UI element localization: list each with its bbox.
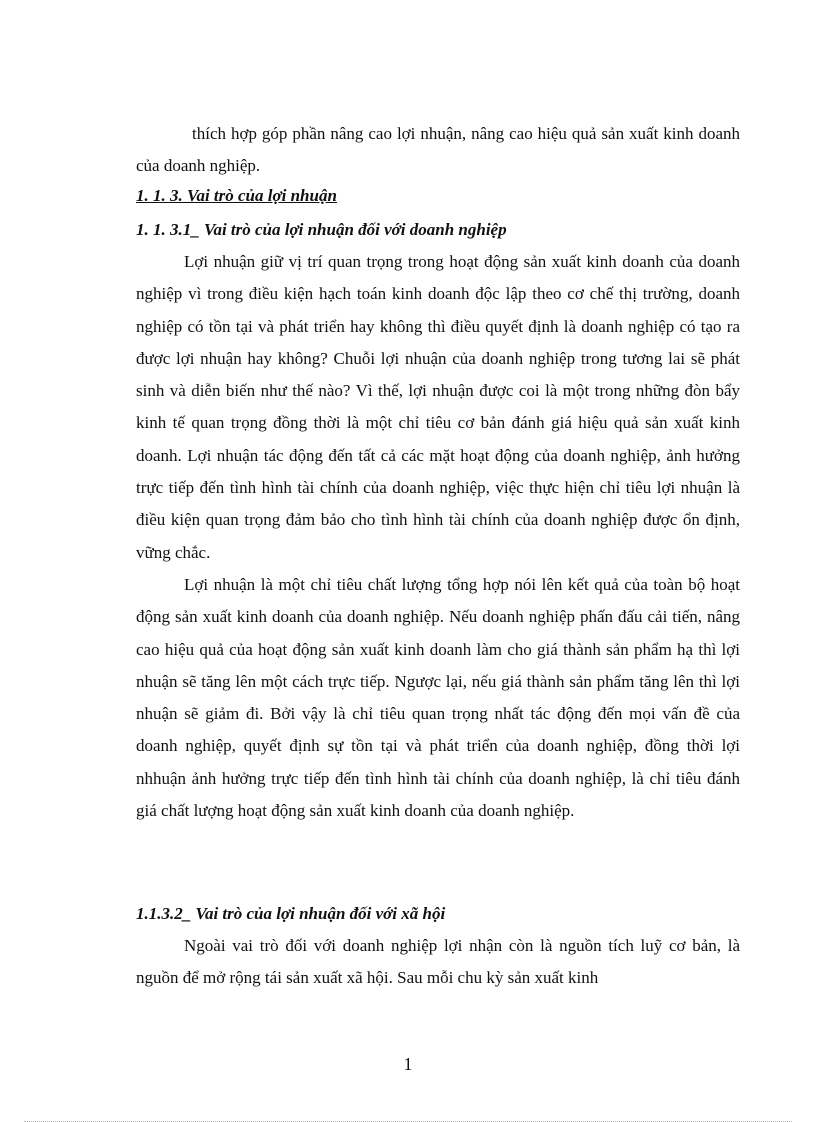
body-block-1 [136,246,740,827]
page-number: 1 [403,1054,413,1074]
paragraph-quality-indicator: Lợi nhuận là một chỉ tiêu chất lượng tổng hợp nói lên kết quả của toàn bộ hoạt động sản xuất kinh doanh của doanh nghiệp. Nếu doanh nghiệp phấn đấu cải tiến, nâng cao hiệu quả của hoạt động sản xuất kinh doanh làm cho giá thành sản phẩm hạ thì lợi nhuận sẽ tăng lên một cách trực tiếp. Ngược lại, nếu giá thành sản phẩm tăng lên thì lợi nhuận sẽ giảm đi. Bởi vậy là chỉ tiêu quan trọng nhất tác động đến mọi vấn đề của doanh nghiệp, quyết định sự tồn tại và phát triển của doanh nghiệp, đồng thời lợi nhhuận ảnh hưởng trực tiếp đến tình hình tài chính của doanh nghiệp, là chỉ tiêu đánh giá chất lượng hoạt động sản xuất kinh doanh của doanh nghiệp. [136,574,740,821]
subsection-heading-1-1-3-1 [136,216,507,244]
subsection-heading-1-1-3-2 [136,900,445,928]
paragraph-intro-block [136,118,740,183]
paragraph-role-enterprise: Lợi nhuận giữ vị trí quan trọng trong hoạt động sản xuất kinh doanh của doanh nghiệp vì trong điều kiện hạch toán kinh doanh độc lập theo cơ chế thị trường, doanh nghiệp có tồn tại và phát triển hay không thì điều quyết định là doanh nghiệp có tạo ra được lợi nhuận hay không? Chuỗi lợi nhuận của doanh nghiệp trong tương lai sẽ phát sinh và diễn biến như thế nào? Vì thế, lợi nhuận được coi là một trong những đòn bẩy kinh tế quan trọng đồng thời là một chỉ tiêu cơ bản đánh giá hiệu quả sản xuất kinh doanh. Lợi nhuận tác động đến tất cả các mặt hoạt động của doanh nghiệp, ảnh hưởng trực tiếp đến tình hình tài chính của doanh nghiệp, việc thực hiện chỉ tiêu lợi nhuận là điều kiện quan trọng đảm bảo cho tình hình tài chính của doanh nghiệp được ổn định, vững chắc. [136,252,740,562]
subsection-heading-1-1-3-2-text: 1.1.3.2_ Vai trò của lợi nhuận đối với xã hội [136,904,446,923]
paragraph-intro: thích hợp góp phần nâng cao lợi nhuận, nâng cao hiệu quả sản xuất kinh doanh của doanh nghiệp. [136,124,740,176]
paragraph-role-society: Ngoài vai trò đối với doanh nghiệp lợi nhận còn là nguồn tích luỹ cơ bản, là nguồn để mở rộng tái sản xuất xã hội. Sau mỗi chu kỳ sản xuất kinh [136,936,740,988]
page-bottom-divider [24,1121,792,1122]
section-heading-1-1-3: 1. 1. 3. Vai trò của lợi nhuận [136,186,337,205]
body-block-2 [136,930,740,995]
subsection-heading-1-1-3-1-text: 1. 1. 3.1_ Vai trò của lợi nhuận đối với doanh nghiệp [136,220,507,239]
